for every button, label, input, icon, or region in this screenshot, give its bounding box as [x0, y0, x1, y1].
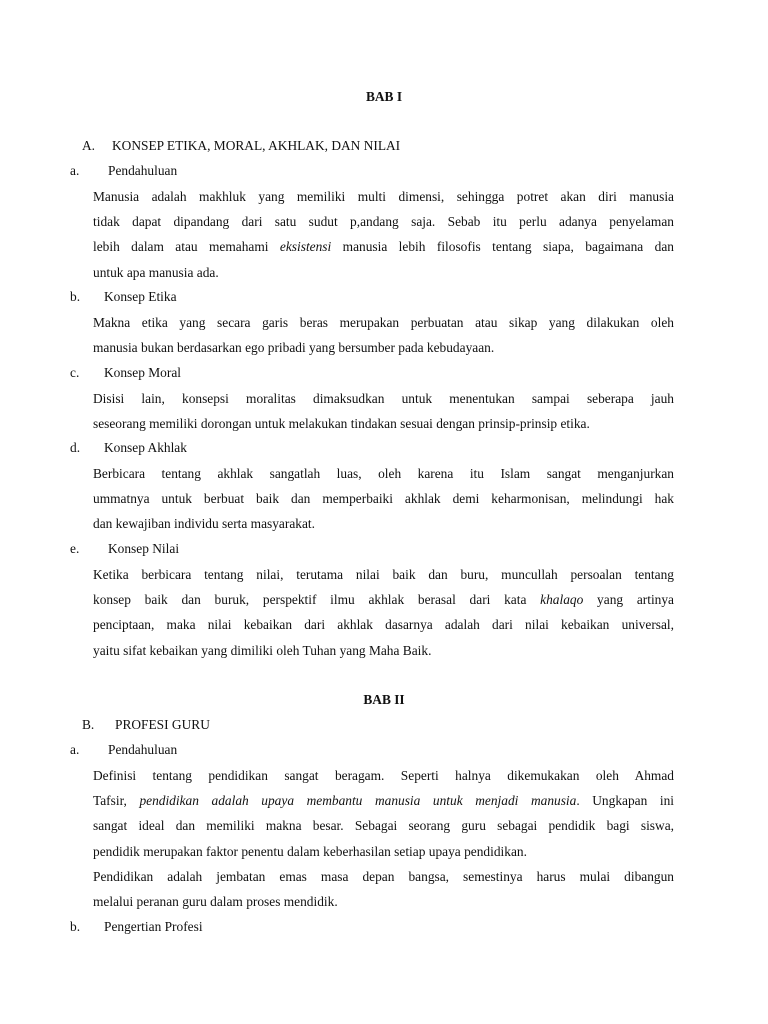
text-line: [93, 587, 674, 612]
text-line: Definisi tentang pendidikan sangat beragam. Seperti halnya dikemukakan oleh Ahmad: [93, 768, 674, 783]
item-heading-konsep-akhlak: Konsep Akhlak: [104, 440, 187, 455]
text-line: manusia bukan berdasarkan ego pribadi yang bersumber pada kebudayaan.: [93, 340, 495, 356]
text-line: pendidik merupakan faktor penentu dalam keberhasilan setiap upaya pendidikan.: [93, 843, 527, 859]
text-line: [93, 234, 674, 259]
text-line: Manusia adalah makhluk yang memiliki multi dimensi, sehingga potret akan diri manusia: [93, 189, 674, 204]
text-run: konsep baik dan buruk, perspektif ilmu akhlak berasal dari kata: [93, 592, 541, 608]
section-letter-a: A.: [82, 138, 96, 153]
chapter-title-bab-1: BAB I: [365, 89, 403, 104]
text-run: lebih dalam atau memahami: [93, 239, 280, 255]
item-heading-pendahuluan: Pendahuluan: [108, 163, 178, 178]
section-heading-profesi-guru: PROFESI GURU: [115, 717, 210, 732]
paragraph-pendahuluan: [93, 184, 674, 285]
section-heading-konsep: KONSEP ETIKA, MORAL, AKHLAK, DAN NILAI: [112, 138, 401, 153]
item-letter: a.: [70, 163, 80, 178]
paragraph-nilai: [93, 562, 674, 663]
text-run: Tafsir,: [93, 793, 140, 809]
text-run: yang artinya: [583, 592, 675, 608]
text-run: . Ungkapan ini: [576, 793, 675, 809]
italic-term: khalaqo: [540, 592, 584, 608]
text-line: seseorang memiliki dorongan untuk melakukan tindakan sesuai dengan prinsip-prinsip etika.: [93, 416, 590, 432]
item-letter: b.: [70, 289, 81, 304]
text-run: manusia lebih filosofis tentang siapa, bagaimana dan: [331, 239, 674, 255]
chapter-title-bab-2: BAB II: [363, 692, 405, 707]
text-line: dan kewajiban individu serta masyarakat.: [93, 516, 315, 532]
text-line: Makna etika yang secara garis beras merupakan perbuatan atau sikap yang dilakukan oleh: [93, 315, 674, 330]
item-heading-konsep-etika: Konsep Etika: [104, 289, 177, 304]
item-letter: c.: [70, 365, 80, 380]
text-line: Berbicara tentang akhlak sangatlah luas, oleh karena itu Islam sangat menganjurkan: [93, 466, 674, 481]
text-line: Pendidikan adalah jembatan emas masa depan bangsa, semestinya harus mulai dibangun: [93, 868, 674, 884]
paragraph-pendahuluan-guru: [93, 763, 674, 914]
text-line: sangat ideal dan memiliki makna besar. Sebagai seorang guru sebagai pendidik bagi siswa,: [93, 818, 674, 834]
text-line: tidak dapat dipandang dari satu sudut p,andang saja. Sebab itu perlu adanya penyelaman: [93, 214, 674, 230]
paragraph-moral: [93, 386, 674, 436]
text-line: untuk apa manusia ada.: [93, 264, 219, 280]
paragraph-akhlak: [93, 461, 674, 537]
text-line: yaitu sifat kebaikan yang dimiliki oleh Tuhan yang Maha Baik.: [93, 642, 432, 658]
text-line: penciptaan, maka nilai kebaikan dari akhlak dasarnya adalah dari nilai kebaikan universal,: [93, 617, 674, 633]
paragraph-etika: [93, 310, 674, 360]
text-line: ummatnya untuk berbuat baik dan memperbaiki akhlak demi keharmonisan, melindungi hak: [93, 491, 674, 507]
item-heading-pendahuluan: Pendahuluan: [108, 742, 178, 757]
text-line: melalui peranan guru dalam proses mendidik.: [93, 893, 338, 909]
item-letter: e.: [70, 541, 80, 556]
italic-term: pendidikan adalah upaya membantu manusia untuk menjadi manusia: [139, 793, 577, 809]
item-heading-konsep-nilai: Konsep Nilai: [108, 541, 180, 556]
item-letter: a.: [70, 742, 80, 757]
italic-term: eksistensi: [279, 239, 332, 255]
item-heading-konsep-moral: Konsep Moral: [104, 365, 181, 380]
item-letter: d.: [70, 440, 81, 455]
item-letter: b.: [70, 919, 81, 934]
section-letter-b: B.: [82, 717, 95, 732]
text-line: Ketika berbicara tentang nilai, terutama nilai baik dan buru, muncullah persoalan tentang: [93, 567, 674, 582]
text-line: Disisi lain, konsepsi moralitas dimaksudkan untuk menentukan sampai seberapa jauh: [93, 391, 674, 406]
text-line: [93, 788, 674, 813]
item-heading-pengertian-profesi: Pengertian Profesi: [104, 919, 203, 934]
